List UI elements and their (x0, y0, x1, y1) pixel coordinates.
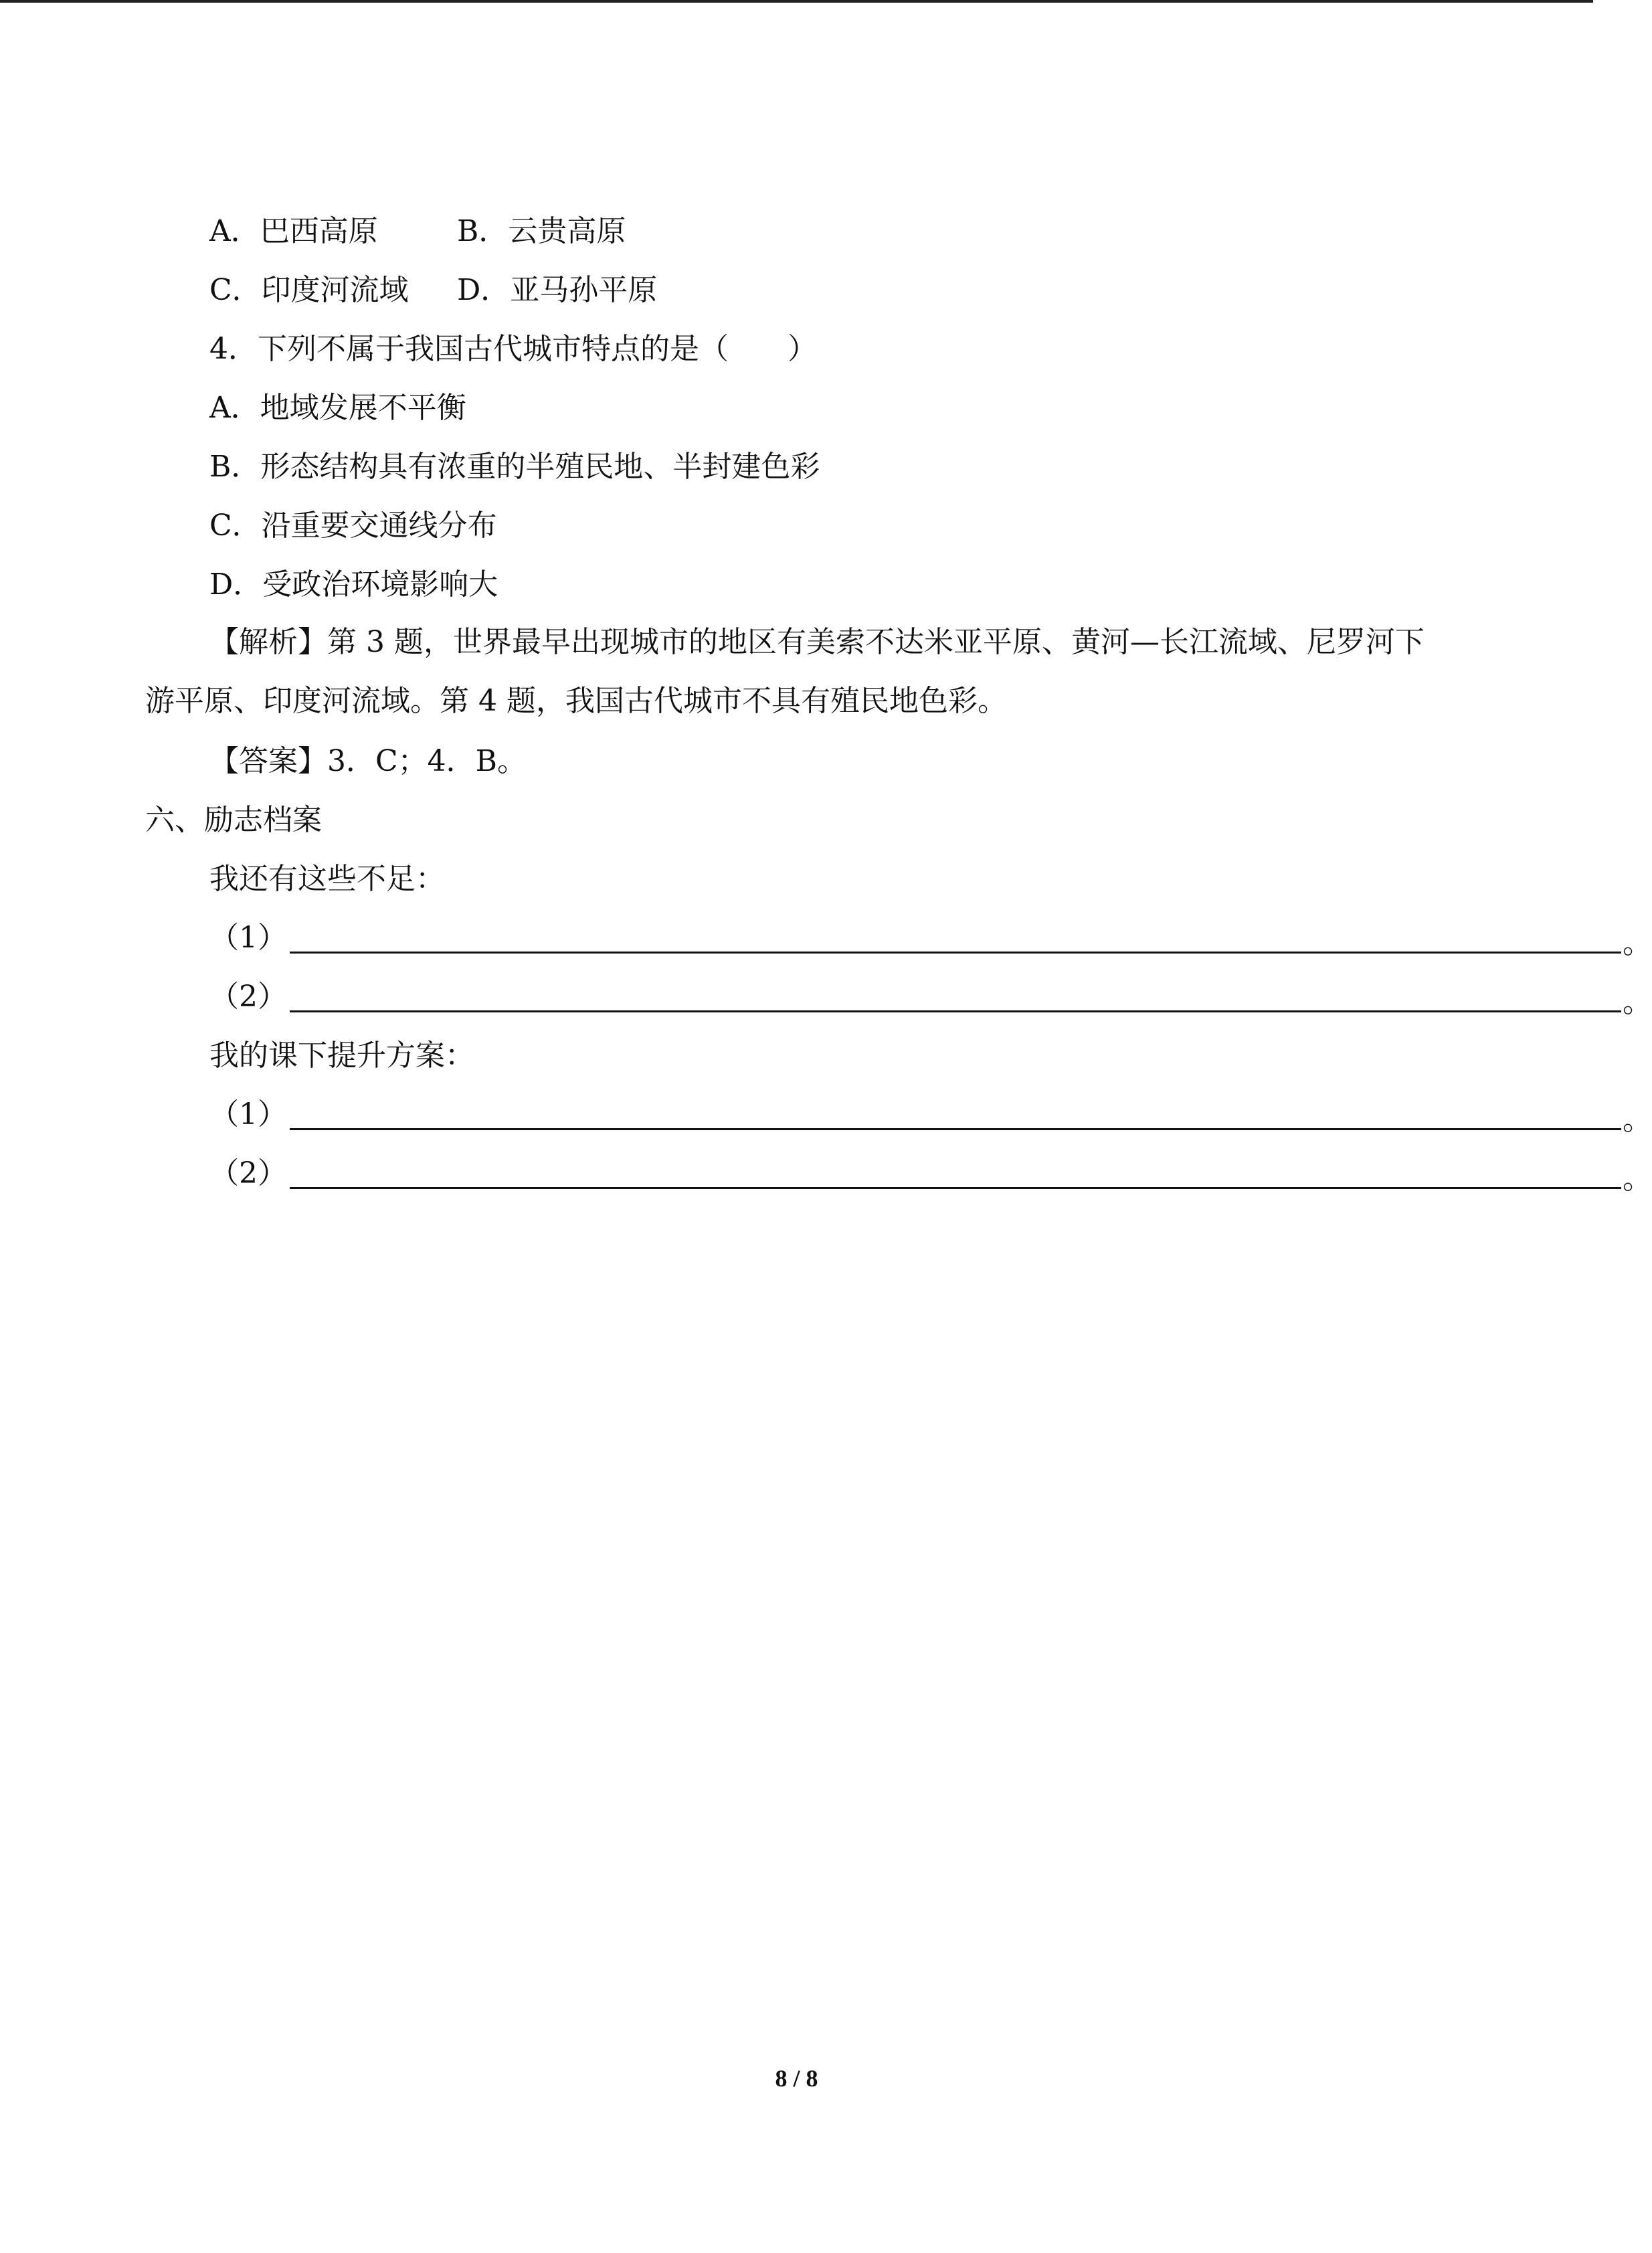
shortcomings-label: 我还有这些不足： (209, 862, 445, 896)
end-mark: 。 (1623, 1162, 1652, 1196)
end-mark: 。 (1623, 1103, 1652, 1137)
section-title: 六、励志档案 (145, 803, 322, 837)
item-number: （2） (209, 1156, 287, 1190)
item-number: （1） (209, 921, 287, 955)
fill-blank-line[interactable] (290, 1128, 1621, 1130)
q4-stem: 4．下列不属于我国古代城市特点的是（ ） (209, 332, 817, 366)
fill-blank-line[interactable] (290, 952, 1621, 954)
analysis-paragraph: 【解析】第 3 题，世界最早出现城市的地区有美索不达米亚平原、黄河—长江流域、尼罗河下游平原、印度河流域。第 4 题，我国古代城市不具有殖民地色彩。 (145, 625, 1425, 718)
item-number: （2） (209, 980, 287, 1014)
plan-row-2 (209, 1154, 1652, 1196)
fill-blank-line[interactable] (290, 1187, 1621, 1189)
q4-option-b: B．形态结构具有浓重的半殖民地、半封建色彩 (209, 450, 820, 484)
q3-option-c: C．印度河流域 (209, 273, 409, 307)
end-mark: 。 (1623, 926, 1652, 960)
shortcoming-row-1 (209, 918, 1652, 960)
plan-row-1 (209, 1095, 1652, 1137)
q4-option-d: D．受政治环境影响大 (209, 567, 498, 602)
q3-option-a: A．巴西高原 (209, 214, 378, 248)
shortcoming-row-2 (209, 977, 1652, 1019)
plan-label: 我的课下提升方案： (209, 1039, 474, 1073)
page-number: 8 / 8 (775, 2065, 818, 2092)
q4-option-c: C．沿重要交通线分布 (209, 509, 497, 543)
item-number: （1） (209, 1097, 287, 1132)
q4-option-a: A．地域发展不平衡 (209, 391, 466, 425)
q3-option-b: B．云贵高原 (457, 214, 626, 248)
answer-line: 【答案】3．C；4．B。 (209, 744, 527, 778)
page-top-border (0, 0, 1593, 3)
q3-option-d: D．亚马孙平原 (457, 273, 658, 307)
end-mark: 。 (1623, 985, 1652, 1019)
fill-blank-line[interactable] (290, 1010, 1621, 1012)
